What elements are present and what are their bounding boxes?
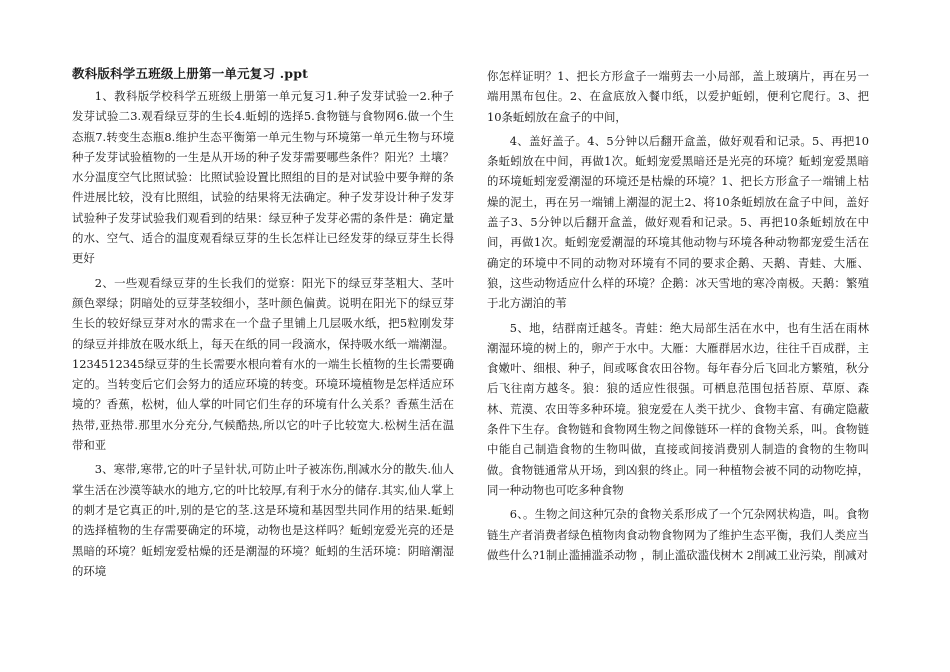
paragraph-4: 4、盖好盖子。4、5分钟以后翻开盒盖，做好观看和记录。5、再把10条蚯蚓放在中间，再做1次。蚯蚓宠爱黑暗还是光亮的环境？蚯蚓宠爱黑暗的环境蚯蚓宠爱潮湿的环境还是枯燥的环境？1、把长方形盒子一端铺上枯燥的泥土，再在另一端铺上潮湿的泥土2、将10条蚯蚓放在盒子中间，盖好盖子3、5分钟以后翻开盒盖，做好观看和记录。5、再把10条蚯蚓放在中间，再做1次。蚯蚓宠爱潮湿的环境其他动物与环境各种动物都宠爱生活在确定的环境中不同的动物对环境有不同的要求企鹅、天鹅、青蛙、大雁、狼，这些动物适应什么样的环境？企鹅：冰天雪地的寒冷南极。天鹅：繁殖于北方湖泊的苇 — [487, 133, 869, 311]
paragraph-6: 6、。生物之间这种冗杂的食物关系形成了一个冗杂网状构造，叫。食物链生产者消费者绿色植物肉食动物食物网为了维护生态平衡，我们人类应当做些什么?1制止滥捕滥杀动物 ，制止滥砍滥伐树木 2削减工业污染，削减对 — [487, 507, 869, 562]
paragraph-3: 3、寒带,寒带,它的叶子呈针状,可防止叶子被冻伤,削减水分的散失.仙人掌生活在沙漠等缺水的地方,它的叶比较厚,有利于水分的储存.其实,仙人掌上的刺才是它真正的叶,别的是它的茎.这是环境和基因型共同作用的结果.蚯蚓的选择植物的生存需要确定的环境，动物也是这样吗？蚯蚓宠爱光亮的还是黑暗的环境？蚯蚓宠爱枯燥的还是潮湿的环境？蚯蚓的生活环境：阴暗潮湿的环境 — [72, 462, 454, 578]
paragraph-1: 1、教科版学校科学五班级上册第一单元复习1.种子发芽试验一2.种子发芽试验二3.观看绿豆芽的生长4.蚯蚓的选择5.食物链与食物网6.做一个生态瓶7.转变生态瓶8.维护生态平衡第一单元生物与环境第一单元生物与环境种子发芽试验植物的一生是从开场的种子发芽需要哪些条件？阳光？土壤？水分温度空气比照试验：比照试验设置比照组的目的是对试验中要争辩的条件进展比较，没有比照组，试验的结果将无法确定。种子发芽设计种子发芽试验种子发芽试验我们观看到的结果：绿豆种子发芽必需的条件是：确定量的水、空气、适合的温度观看绿豆芽的生长怎样让已经发芽的绿豆芽生长得更好 — [72, 89, 454, 266]
paragraph-5: 5、地，结群南迁越冬。青蛙：绝大局部生活在水中，也有生活在雨林潮湿环境的树上的，卵产于水中。大雁：大雁群居水边，往往千百成群，主食嫩叶、细根、种子，间或啄食农田谷物。每年春分后飞回北方繁殖，秋分后飞往南方越冬。狼：狼的适应性很强。可栖息范围包括苔原、草原、森林、荒漠、农田等多种环境。狼宠爱在人类干扰少、食物丰富、有确定隐蔽条件下生存。食物链和食物网生物之间像链环一样的食物关系，叫。食物链中能自己制造食物的生物叫做，直接或间接消费别人制造的食物的生物叫做。食物链通常从开场，到凶狠的终止。同一种植物会被不同的动物吃掉，同一种动物也可吃多种食物 — [487, 320, 869, 497]
paragraph-3-continued: 你怎样证明？1、把长方形盒子一端剪去一小局部，盖上玻璃片，再在另一端用黑布包住。2、在盒底放入餐巾纸，以爱护蚯蚓，便利它爬行。3、把10条蚯蚓放在盒子的中间， — [487, 69, 869, 124]
right-column — [487, 66, 869, 569]
left-column — [72, 64, 454, 585]
document-title: 教科版科学五班级上册第一单元复习 .ppt — [72, 66, 309, 81]
paragraph-2: 2、一些观看绿豆芽的生长我们的觉察：阳光下的绿豆芽茎粗大、茎叶颜色翠绿；阴暗处的豆芽茎较细小，茎叶颜色偏黄。说明在阳光下的绿豆芽生长的较好绿豆芽对水的需求在一个盘子里铺上几层吸水纸，把5粒刚发芽的绿豆并排放在吸水纸上，每天在纸的同一段滴水，保持吸水纸一端潮湿。1234512345绿豆芽的生长需要水根向着有水的一端生长植物的生长需要确定的。当转变后它们会努力的适应环境的转变。环境环境植物是怎样适应环境的？香蕉，松树，仙人掌的叶同它们生存的环境有什么关系？香蕉生活在热带,亚热带.那里水分充分,气候酷热,所以它的叶子比较宽大.松树生活在温带和亚 — [72, 275, 454, 453]
